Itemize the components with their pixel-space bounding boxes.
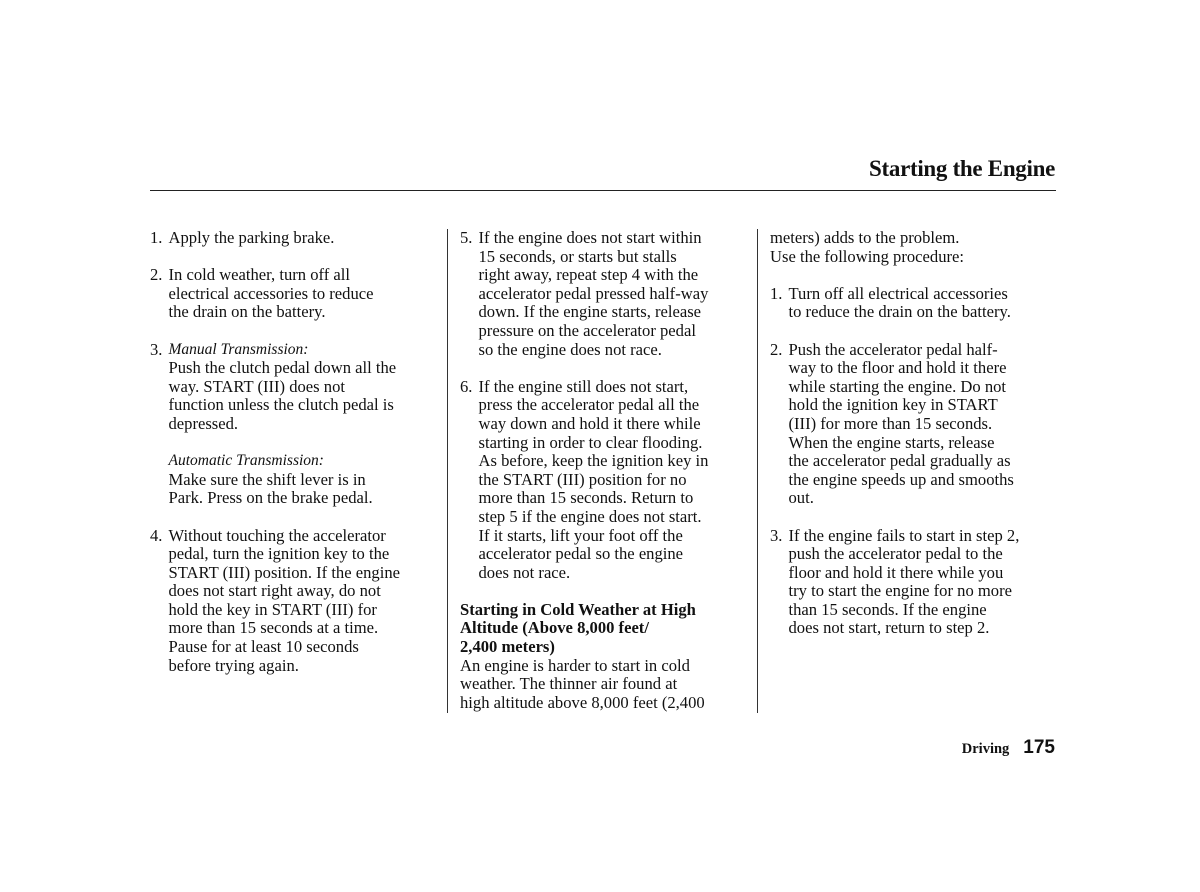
column-2 — [460, 229, 750, 712]
step-text: If the engine still does not start, press the accelerator pedal all the way down and hold it there while starting in order to clear flooding. As before, keep the ignition key in the START (III) position for no more than 15 seconds. Return to step 5 if the engine does not start. If it starts, lift your foot off the accelerator pedal so the engine does not race. — [478, 376, 709, 582]
step-number: 1. — [770, 283, 783, 303]
automatic-transmission-text: Make sure the shift lever is in Park. Press on the brake pedal. — [168, 469, 373, 508]
header-rule — [150, 190, 1056, 191]
step-number: 2. — [150, 265, 163, 285]
step-text: Turn off all electrical accessories to reduce the drain on the battery. — [788, 283, 1011, 322]
section-name: Driving — [961, 741, 1010, 757]
column-divider — [757, 229, 758, 713]
manual-transmission-label: Manual Transmission: — [168, 340, 309, 358]
step-number: 5. — [460, 228, 473, 247]
step-number: 3. — [150, 339, 163, 359]
step-text: If the engine fails to start in step 2, push the accelerator pedal to the floor and hold it there while you try to start the engine for no more than 15 seconds. If the engine does not start, return to step 2. — [788, 525, 1020, 638]
page-footer — [962, 737, 1055, 759]
procedure-intro: meters) adds to the problem. Use the following procedure: — [770, 228, 964, 266]
step-number: 1. — [150, 228, 163, 247]
step-number: 6. — [460, 376, 473, 396]
altitude-step-2 — [770, 341, 1060, 508]
column-divider — [447, 229, 448, 713]
step-text: Apply the parking brake. — [168, 228, 335, 247]
step-6-flooding — [460, 378, 750, 583]
step-1-parking-brake — [150, 229, 440, 248]
altitude-step-1 — [770, 285, 1060, 322]
manual-transmission-text: Push the clutch pedal down all the way. START (III) does not function unless the clutch pedal is depressed. — [168, 358, 397, 433]
column-1 — [150, 229, 440, 694]
column-3 — [770, 229, 1060, 657]
step-text: Push the accelerator pedal half- way to the floor and hold it there while starting the engine. Do not hold the ignition key in START (III) for more than 15 seconds. When the engine starts, release the accelerator pedal gradually as the engine speeds up and smooths out. — [788, 339, 1014, 508]
step-number: 2. — [770, 339, 783, 359]
cold-weather-heading: Starting in Cold Weather at High Altitude (Above 8,000 feet/ 2,400 meters) — [460, 599, 696, 657]
step-text: In cold weather, turn off all electrical accessories to reduce the drain on the battery. — [168, 265, 374, 322]
page-number: 175 — [1023, 737, 1055, 758]
step-text: If the engine does not start within 15 seconds, or starts but stalls right away, repeat step 4 with the accelerator pedal pressed half-way down. If the engine starts, release pressure on the accelerator pedal so the engine does not race. — [478, 228, 709, 359]
automatic-transmission-label: Automatic Transmission: — [168, 452, 324, 470]
step-5-half-way — [460, 229, 750, 359]
step-number: 4. — [150, 525, 163, 545]
step-3-transmission — [150, 341, 440, 508]
step-3-body — [169, 341, 441, 508]
step-4-ignition — [150, 527, 440, 676]
altitude-step-3 — [770, 527, 1060, 639]
cold-weather-intro: An engine is harder to start in cold weather. The thinner air found at high altitude above 8,000 feet (2,400 — [460, 655, 705, 712]
step-number: 3. — [770, 525, 783, 545]
step-text: Without touching the accelerator pedal, turn the ignition key to the START (III) position. If the engine does not start right away, do not hold the key in START (III) for more than 15 seconds at a time. Pause for at least 10 seconds before trying again. — [168, 525, 400, 675]
page-title: Starting the Engine — [869, 156, 1055, 181]
step-2-cold-weather — [150, 266, 440, 322]
